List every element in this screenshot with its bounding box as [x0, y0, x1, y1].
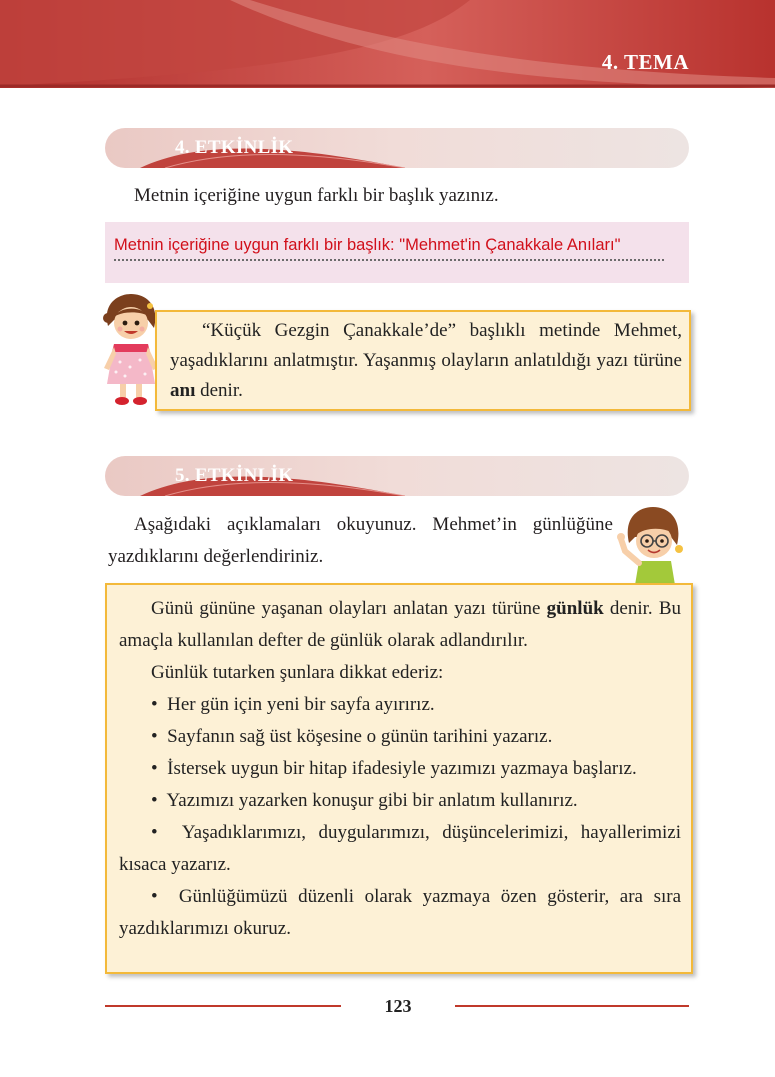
girl-illustration-right	[617, 505, 687, 585]
answer-text[interactable]: Metnin içeriğine uygun farklı bir başlık: "Mehmet'in Çanakkale Anıları"	[114, 236, 621, 254]
footer-rule-left	[105, 1005, 341, 1007]
tip-text: Her gün için yeni bir sayfa ayırırız.	[167, 694, 435, 715]
activity5-header-bar	[105, 456, 689, 496]
tip-text: Yaşadıklarımızı, duygularımızı, düşüncelerimizi, hayallerimizi kısaca yazarız.	[119, 822, 681, 875]
ani-definition-box	[155, 310, 691, 411]
tip-item: • Yazımızı yazarken konuşur gibi bir anlatım kullanırız.	[151, 790, 578, 811]
theme-title: 4. TEMA	[601, 50, 689, 74]
header-background	[0, 0, 775, 95]
gunluk-definition-part2: denir. Bu amaçla kullanılan defter de günlük olarak adlandırılır.	[119, 598, 681, 651]
page-number: 123	[384, 996, 412, 1016]
gunluk-definition-part1: Günü gününe yaşanan olayları anlatan yazı türüne	[151, 598, 547, 619]
activity5-instruction: Aşağıdaki açıklamaları okuyunuz. Mehmet’in günlüğüne yazdıklarını değerlendiriniz.	[108, 514, 613, 567]
gunluk-info-box	[105, 583, 693, 974]
footer-rule-right	[455, 1005, 689, 1007]
tip-text: Günlüğümüzü düzenli olarak yazmaya özen gösterir, ara sıra yazdıklarımızı okuruz.	[119, 886, 681, 939]
activity4-label: 4. ETKİNLİK	[175, 137, 294, 158]
activity4-instruction: Metnin içeriğine uygun farklı bir başlık yazınız.	[134, 185, 499, 206]
ani-definition-text	[170, 316, 682, 406]
tip-text: Yazımızı yazarken konuşur gibi bir anlatım kullanırız.	[166, 790, 578, 811]
tip-item: • İstersek uygun bir hitap ifadesiyle yazımızı yazmaya başlarız.	[151, 758, 637, 779]
tips-intro: Günlük tutarken şunlara dikkat ederiz:	[151, 662, 444, 683]
tip-item: • Günlüğümüzü düzenli olarak yazmaya özen gösterir, ara sıra yazdıklarımızı okuruz.	[119, 886, 681, 939]
answer-box	[105, 222, 689, 283]
activity5-label: 5. ETKİNLİK	[175, 465, 294, 486]
ani-definition-part2: denir.	[195, 380, 243, 401]
tip-item: • Yaşadıklarımızı, duygularımızı, düşüncelerimizi, hayallerimizi kısaca yazarız.	[119, 822, 681, 875]
tip-text: Sayfanın sağ üst köşesine o günün tarihini yazarız.	[167, 726, 553, 747]
tip-item: • Her gün için yeni bir sayfa ayırırız.	[151, 694, 435, 715]
answer-dotted-line	[114, 259, 664, 261]
girl-illustration-left	[100, 292, 162, 412]
gunluk-term: günlük	[546, 598, 604, 619]
ani-term: anı	[170, 380, 196, 401]
gunluk-definition	[119, 593, 681, 657]
gunluk-info-content	[119, 593, 681, 945]
header-band	[0, 0, 775, 95]
ani-definition-part1: “Küçük Gezgin Çanakkale’de” başlıklı metinde Mehmet, yaşadıklarını anlatmıştır. Yaşanmış olayların anlatıldığı yazı türüne	[170, 320, 682, 371]
tip-item: • Sayfanın sağ üst köşesine o günün tarihini yazarız.	[151, 726, 553, 747]
tip-text: İstersek uygun bir hitap ifadesiyle yazımızı yazmaya başlarız.	[167, 758, 637, 779]
activity4-header-bar	[105, 128, 689, 168]
